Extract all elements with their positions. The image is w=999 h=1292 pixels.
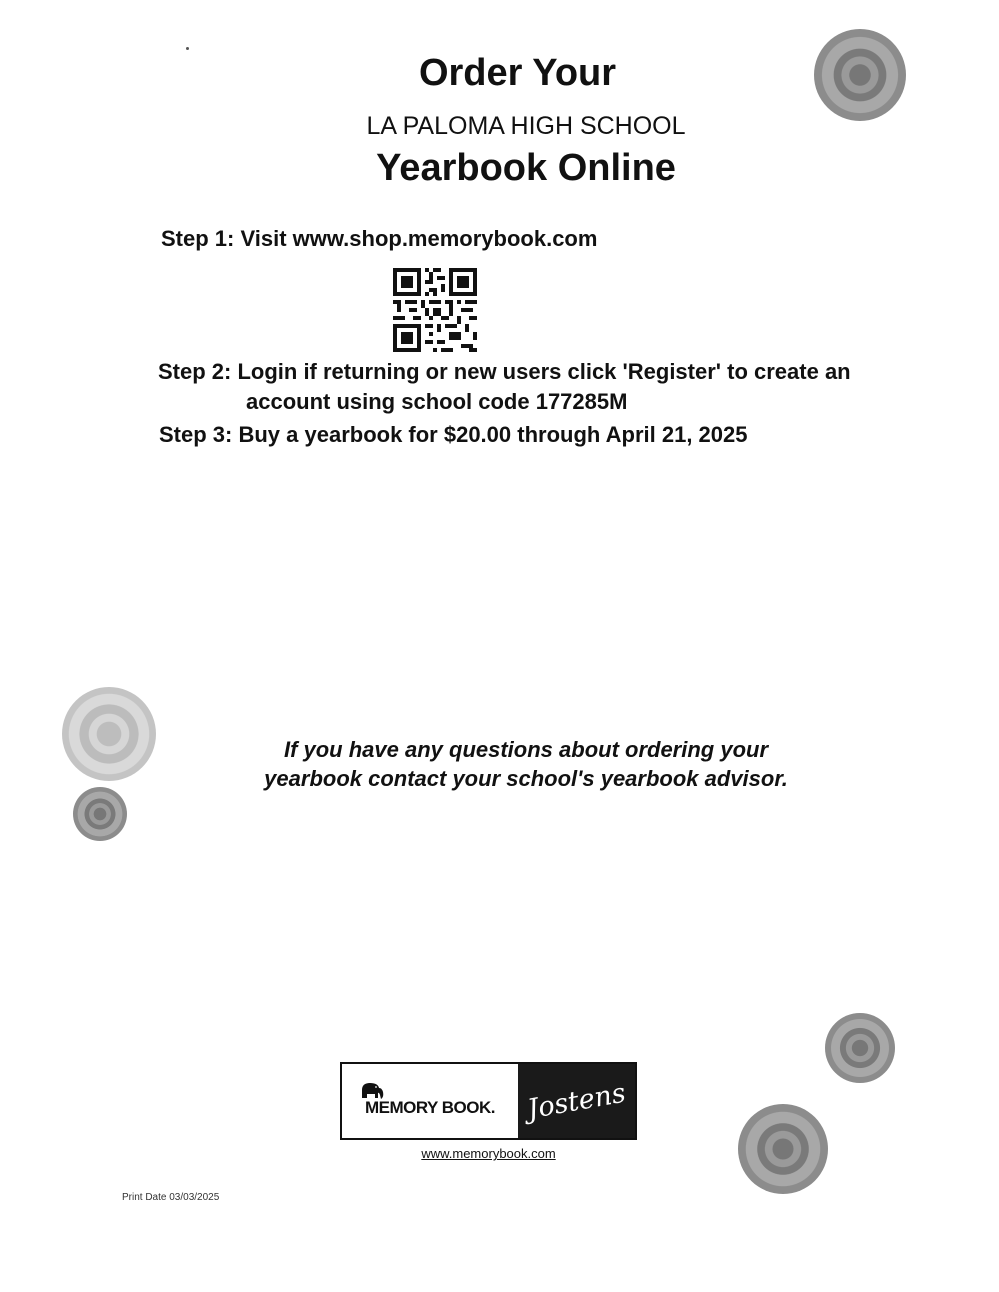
questions-note-line-1: If you have any questions about ordering your xyxy=(283,737,769,762)
jostens-logo xyxy=(518,1064,635,1138)
school-name: LA PALOMA HIGH SCHOOL xyxy=(366,112,686,140)
qr-code-icon[interactable] xyxy=(393,268,477,352)
step-3: Step 3: Buy a yearbook for $20.00 through April 21, 2025 xyxy=(159,422,748,447)
memory-book-logo xyxy=(342,1064,518,1138)
title-yearbook-online: Yearbook Online xyxy=(376,147,676,189)
memory-book-wordmark: MEMORY BOOK. xyxy=(364,1098,495,1117)
step-1: Step 1: Visit www.shop.memorybook.com xyxy=(161,226,598,251)
decorative-circle-left-small xyxy=(73,787,127,841)
stray-dot xyxy=(186,47,189,50)
print-date: Print Date 03/03/2025 xyxy=(122,1192,220,1203)
memory-book-jostens-logo xyxy=(340,1062,637,1140)
questions-note-line-2: yearbook contact your school's yearbook advisor. xyxy=(264,766,788,791)
elephant-icon xyxy=(356,1078,386,1102)
memorybook-url-link[interactable]: www.memorybook.com xyxy=(421,1146,556,1161)
title-order-your: Order Your xyxy=(418,52,617,94)
step-2-line-1: Step 2: Login if returning or new users click 'Register' to create an xyxy=(158,359,851,384)
decorative-circle-bottom-right-small xyxy=(825,1013,895,1083)
questions-note xyxy=(0,735,999,793)
jostens-wordmark: Jostens xyxy=(525,1077,628,1125)
decorative-circle-bottom-right-large xyxy=(738,1104,828,1194)
step-2-line-2: account using school code 177285M xyxy=(246,389,628,414)
step-2 xyxy=(158,357,851,417)
